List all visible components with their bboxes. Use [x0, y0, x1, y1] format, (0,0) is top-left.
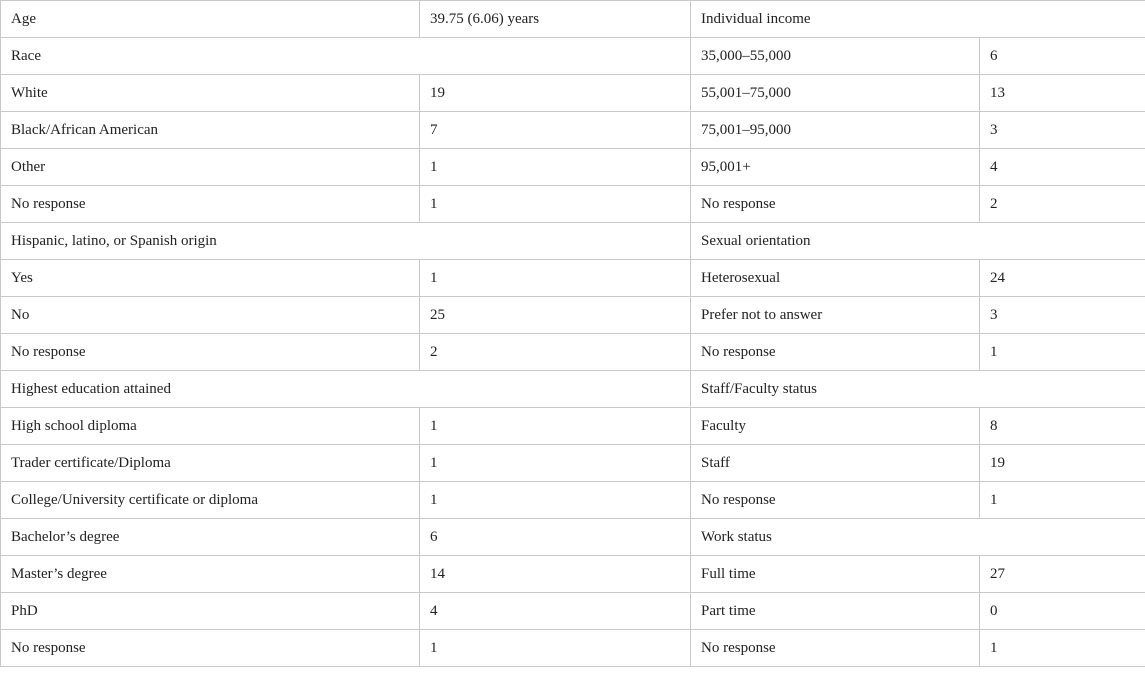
section-header-cell: Race [1, 38, 691, 75]
table-cell: No response [691, 482, 980, 519]
table-cell: Black/African American [1, 112, 420, 149]
table-row [1, 75, 1145, 112]
table-cell: 35,000–55,000 [691, 38, 980, 75]
table-cell: Staff [691, 445, 980, 482]
table-cell: 1 [980, 630, 1145, 667]
section-header-cell: Highest education attained [1, 371, 691, 408]
table-cell: Bachelor’s degree [1, 519, 420, 556]
table-row [1, 149, 1145, 186]
table-cell: 25 [420, 297, 691, 334]
table-cell: PhD [1, 593, 420, 630]
table-cell: Heterosexual [691, 260, 980, 297]
table-cell: 2 [980, 186, 1145, 223]
table-cell: 6 [420, 519, 691, 556]
table-row [1, 445, 1145, 482]
table-cell: 1 [980, 482, 1145, 519]
table-cell: 13 [980, 75, 1145, 112]
section-header-cell: Work status [691, 519, 1145, 556]
table-row [1, 297, 1145, 334]
table-cell: 1 [420, 260, 691, 297]
table-cell: No response [691, 334, 980, 371]
table-cell: 95,001+ [691, 149, 980, 186]
table-cell: 14 [420, 556, 691, 593]
section-header-cell: Sexual orientation [691, 223, 1145, 260]
table-row [1, 593, 1145, 630]
table-cell: No response [1, 186, 420, 223]
table-row [1, 186, 1145, 223]
table-cell: No response [1, 630, 420, 667]
table-row [1, 223, 1145, 260]
table-cell: Full time [691, 556, 980, 593]
table-cell: Faculty [691, 408, 980, 445]
table-cell: Part time [691, 593, 980, 630]
table-cell: Master’s degree [1, 556, 420, 593]
table-cell: 1 [420, 149, 691, 186]
table-row [1, 1, 1145, 38]
table-cell: 4 [420, 593, 691, 630]
table-cell: Trader certificate/Diploma [1, 445, 420, 482]
table-body [1, 1, 1145, 667]
table-cell: Prefer not to answer [691, 297, 980, 334]
table-cell: No [1, 297, 420, 334]
table-cell: No response [691, 630, 980, 667]
table-row [1, 630, 1145, 667]
table-cell: 6 [980, 38, 1145, 75]
table-cell: College/University certificate or diploma [1, 482, 420, 519]
table-row [1, 408, 1145, 445]
table-cell: 75,001–95,000 [691, 112, 980, 149]
table-row [1, 371, 1145, 408]
section-header-cell: Individual income [691, 1, 1145, 38]
table-cell: Yes [1, 260, 420, 297]
section-header-cell: Hispanic, latino, or Spanish origin [1, 223, 691, 260]
table-row [1, 260, 1145, 297]
table-cell: 3 [980, 112, 1145, 149]
table-cell: 2 [420, 334, 691, 371]
table-cell: 19 [420, 75, 691, 112]
table-cell: 1 [420, 445, 691, 482]
table-row [1, 519, 1145, 556]
table-cell: White [1, 75, 420, 112]
section-header-cell: Staff/Faculty status [691, 371, 1145, 408]
table-cell: 0 [980, 593, 1145, 630]
table-cell: 1 [420, 408, 691, 445]
table-cell: 3 [980, 297, 1145, 334]
table-cell: 8 [980, 408, 1145, 445]
table-cell: High school diploma [1, 408, 420, 445]
table-cell: 1 [420, 630, 691, 667]
table-cell: 4 [980, 149, 1145, 186]
table-row [1, 334, 1145, 371]
table-cell: 1 [420, 482, 691, 519]
table-cell: 1 [980, 334, 1145, 371]
table-cell: No response [1, 334, 420, 371]
table-row [1, 482, 1145, 519]
table-cell: 7 [420, 112, 691, 149]
table-cell: Age [1, 1, 420, 38]
table-cell: 24 [980, 260, 1145, 297]
table-row [1, 112, 1145, 149]
table-cell: No response [691, 186, 980, 223]
table-cell: Other [1, 149, 420, 186]
table-cell: 1 [420, 186, 691, 223]
table-row [1, 38, 1145, 75]
table-cell: 39.75 (6.06) years [420, 1, 691, 38]
table-cell: 55,001–75,000 [691, 75, 980, 112]
table-cell: 19 [980, 445, 1145, 482]
table-cell: 27 [980, 556, 1145, 593]
table-row [1, 556, 1145, 593]
